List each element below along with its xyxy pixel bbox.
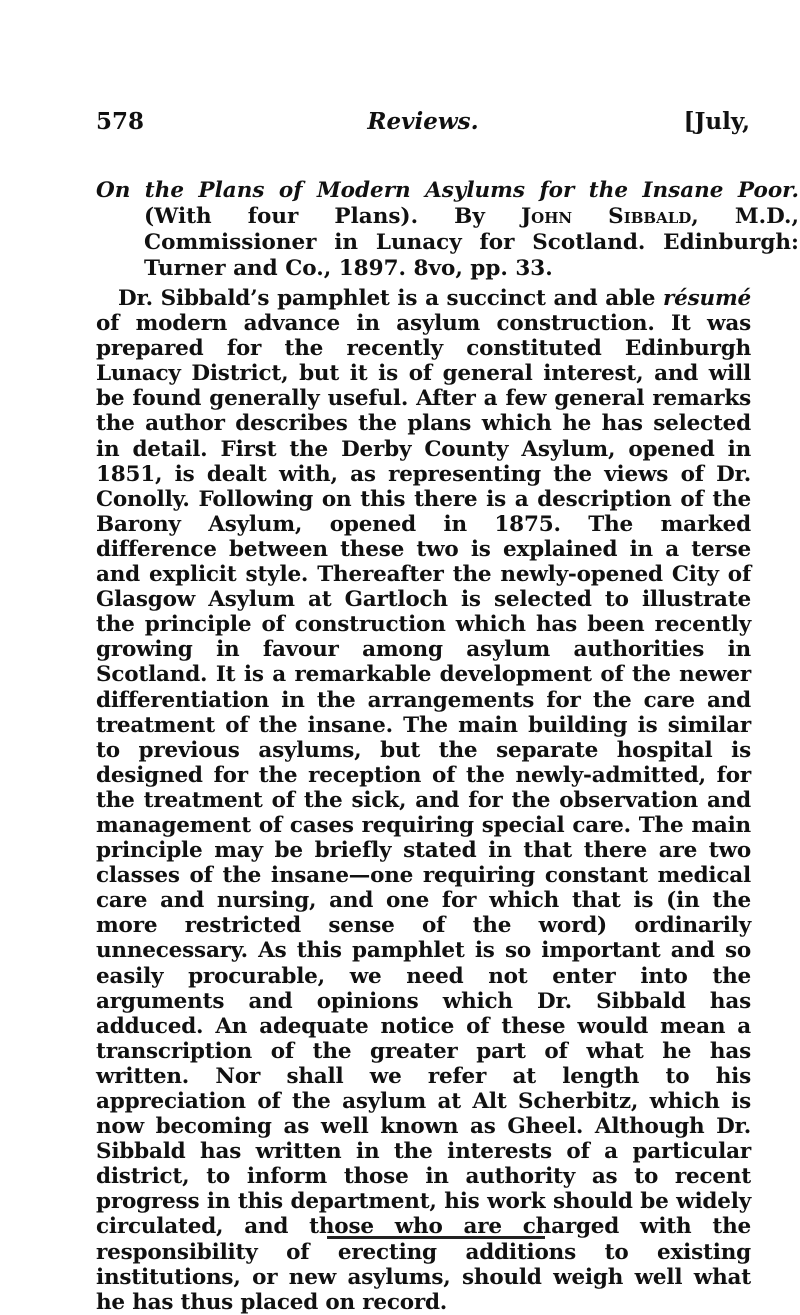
issue-month: [July, bbox=[683, 108, 750, 135]
review-lead: Dr. Sibbald’s pamphlet is a succinct and able bbox=[118, 286, 664, 311]
section-divider bbox=[327, 1236, 545, 1239]
review-citation bbox=[96, 178, 799, 282]
review-body bbox=[96, 286, 751, 1315]
review-resume-word: résumé bbox=[663, 286, 751, 311]
review-text: of modern advance in asylum construction. It was prepared for the recently constituted Edinburgh Lunacy District, but it is of general interest, and will be found generally useful. After a few general remarks the author describes the plans which he has selected in detail. First the Derby County Asylum, opened in 1851, is dealt with, as representing the views of Dr. Conolly. Following on this there is a description of the Barony Asylum, opened in 1875. The marked difference between these two is explained in a terse and explicit style. Thereafter the newly-opened City of Glasgow Asylum at Gartloch is selected to illustrate the principle of construction which has been recently growing in favour among asylum authorities in Scotland. It is a remarkable development of the newer differentiation in the arrangements for the care and treatment of the insane. The main building is similar to previous asylums, but the separate hospital is designed for the reception of the newly-admitted, for the treatment of the sick, and for the observation and management of cases requiring special care. The main principle may be briefly stated in that there are two classes of the insane—one requiring constant medical care and nursing, and one for which that is (in the more restricted sense of the word) ordinarily unnecessary. As this pamphlet is so important and so easily procurable, we need not enter into the arguments and opinions which Dr. Sibbald has adduced. An adequate notice of these would mean a transcription of the greater part of what he has written. Nor shall we refer at length to his appreciation of the asylum at Alt Scherbitz, which is now becoming as well known as Gheel. Although Dr. Sibbald has written in the interests of a particular district, to inform those in authority as to recent progress in this department, his work should be widely circulated, and those who are charged with the responsibility of erecting additions to existing institutions, or new asylums, should weigh well what he has thus placed on record. bbox=[96, 311, 751, 1315]
citation-details: , M.D., Commissioner in Lunacy for Scotland. Edinburgh: Turner and Co., 1897. 8vo, pp. 33. bbox=[144, 204, 800, 281]
running-title: Reviews. bbox=[367, 108, 479, 135]
book-title: On the Plans of Modern Asylums for the Insane Poor. bbox=[96, 178, 799, 203]
running-header bbox=[96, 108, 750, 148]
book-author: John Sibbald bbox=[520, 204, 692, 229]
page-number: 578 bbox=[96, 108, 145, 135]
citation-note: (With four Plans). By bbox=[144, 204, 521, 229]
